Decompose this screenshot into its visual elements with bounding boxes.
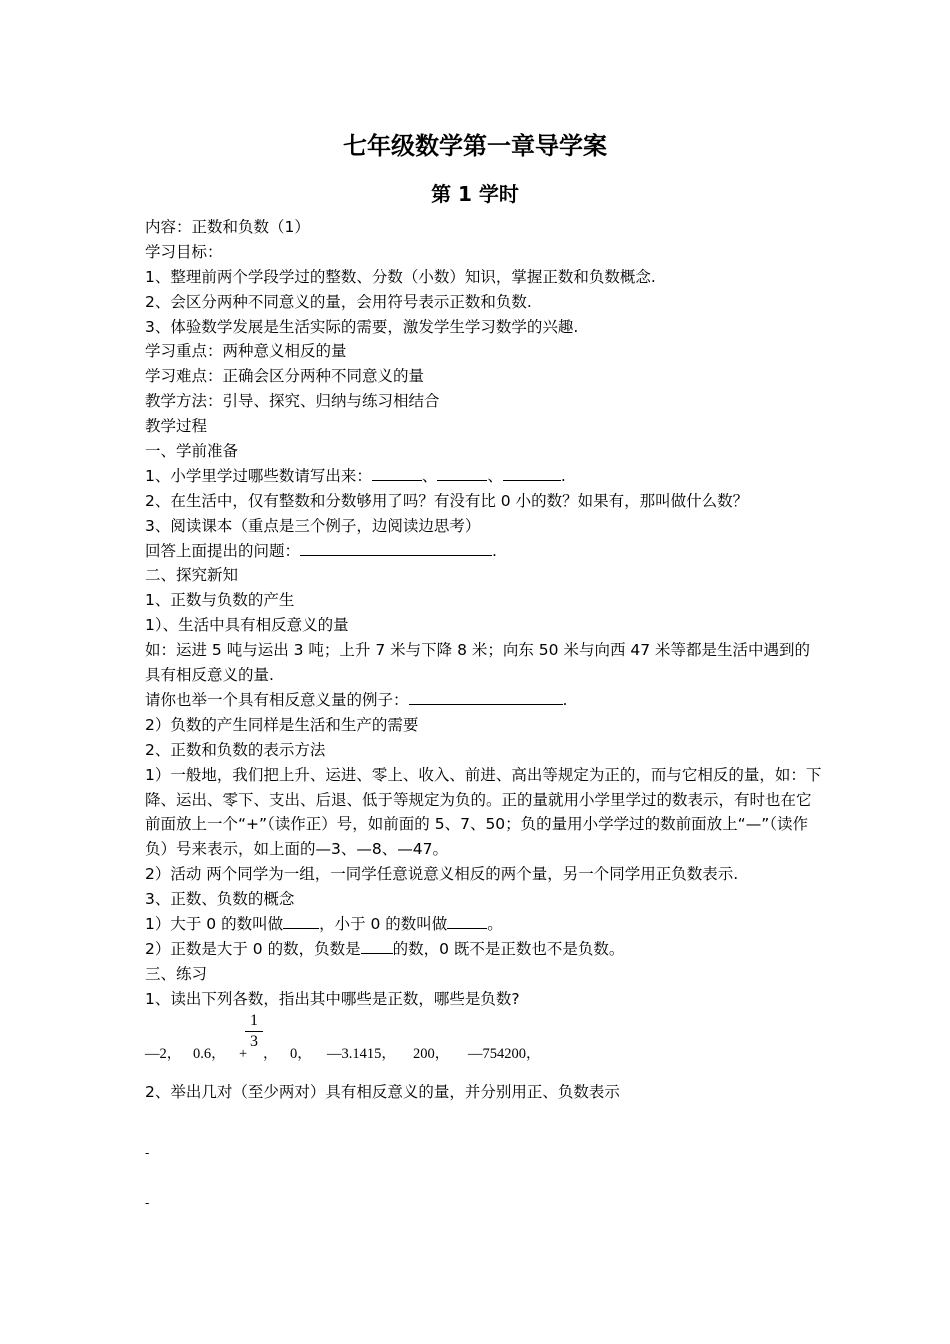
fraction-bar bbox=[245, 1031, 263, 1032]
number-item: —3.1415， bbox=[327, 1045, 396, 1062]
section-1-question-3: 3、阅读课本（重点是三个例子，边阅读边思考） bbox=[145, 516, 481, 535]
fraction-denominator: 3 bbox=[250, 1032, 258, 1050]
section-1-question-2: 2、在生活中，仅有整数和分数够用了吗？有没有比 0 小的数？如果有，那叫做什么数？ bbox=[145, 491, 749, 510]
text-part: ，小于 0 的数叫做 bbox=[319, 915, 448, 934]
document-title: 七年级数学第一章导学案 bbox=[343, 132, 607, 160]
content-line: 内容：正数和负数（1） bbox=[145, 218, 310, 236]
section-2-example: 如：运进 5 吨与运出 3 吨；上升 7 米与下降 8 米；向东 50 米与向西 47 米等都是生活中遇到的具有相反意义的量. bbox=[145, 641, 811, 685]
answer-blank[interactable] bbox=[437, 465, 487, 481]
line-end: . bbox=[492, 541, 497, 560]
text-part: 2）正数是大于 0 的数，负数是 bbox=[145, 939, 361, 958]
section-3-question-1: 1、读出下列各数，指出其中哪些是正数，哪些是负数? bbox=[145, 989, 520, 1008]
number-item: —2， bbox=[145, 1045, 182, 1062]
section-2-2-2: 2）活动 两个同学为一组，一同学任意说意义相反的两个量，另一个同学用正负数表示. bbox=[145, 865, 739, 884]
section-2-ask bbox=[145, 688, 825, 713]
line-end: . bbox=[560, 466, 566, 485]
number-list bbox=[145, 1012, 825, 1068]
section-2-1-2: 2）负数的产生同样是生活和生产的需要 bbox=[145, 715, 419, 734]
question-text: 1、小学里学过哪些数请写出来： bbox=[145, 466, 372, 485]
section-3-question-2: 2、举出几对（至少两对）具有相反意义的量，并分别用正、负数表示 bbox=[145, 1082, 620, 1101]
section-3-heading: 三、练习 bbox=[145, 964, 208, 983]
section-1-answer bbox=[145, 539, 825, 564]
fraction-numerator: 1 bbox=[250, 1011, 258, 1029]
section-2-2-1: 1）一般地，我们把上升、运进、零上、收入、前进、高出等规定为正的，而与它相反的量，如：下降、运出、零下、支出、后退、低于等规定为负的。正的量就用小学里学过的数表示，有时也在它前面放上一个“+”（读作正）号，如前面的 5、7、50；负的量用小学学过的数前面放上“—”（读作负）号来表示，如上面的—3、—8、—47。 bbox=[145, 765, 822, 859]
number-item: 0.6， bbox=[193, 1045, 226, 1062]
number-sign: + bbox=[239, 1045, 248, 1062]
separator: 、 bbox=[421, 466, 438, 485]
goal-2: 2、会区分两种不同意义的量，会用符号表示正数和负数. bbox=[145, 292, 532, 311]
answer-blank[interactable] bbox=[300, 540, 492, 556]
difficulty: 学习难点：正确会区分两种不同意义的量 bbox=[145, 367, 425, 386]
fraction-one-third bbox=[245, 1012, 263, 1051]
section-2-2: 2、正数和负数的表示方法 bbox=[145, 740, 326, 759]
number-item: 200， bbox=[413, 1045, 450, 1062]
document-body bbox=[145, 215, 825, 1104]
section-2-3-1 bbox=[145, 912, 825, 937]
ask-prompt: 请你也举一个具有相反意义量的例子： bbox=[145, 690, 409, 709]
section-1-question-1 bbox=[145, 464, 825, 489]
text-part: 。 bbox=[487, 915, 503, 934]
section-2-1: 1、正数与负数的产生 bbox=[145, 591, 295, 610]
key-point: 学习重点：两种意义相反的量 bbox=[145, 342, 347, 361]
answer-blank[interactable] bbox=[503, 465, 561, 481]
trailing-mark: - bbox=[145, 1146, 150, 1160]
process-heading: 教学过程 bbox=[145, 417, 208, 436]
trailing-mark: - bbox=[145, 1196, 150, 1210]
section-2-1-1: 1）、生活中具有相反意义的量 bbox=[145, 616, 349, 635]
teaching-method: 教学方法：引导、探究、归纳与练习相结合 bbox=[145, 392, 440, 411]
goal-1: 1、整理前两个学段学过的整数、分数（小数）知识，掌握正数和负数概念. bbox=[145, 267, 656, 286]
section-2-3-2 bbox=[145, 937, 825, 962]
answer-blank[interactable] bbox=[372, 465, 422, 481]
goal-3: 3、体验数学发展是生活实际的需要，激发学生学习数学的兴趣. bbox=[145, 317, 579, 336]
number-item: —754200， bbox=[468, 1045, 541, 1062]
text-part: 的数，0 既不是正数也不是负数。 bbox=[392, 939, 625, 958]
answer-blank[interactable] bbox=[361, 938, 393, 954]
answer-blank[interactable] bbox=[409, 689, 563, 705]
number-item: ， bbox=[263, 1045, 278, 1062]
section-2-3: 3、正数、负数的概念 bbox=[145, 890, 295, 909]
section-2-heading: 二、探究新知 bbox=[145, 566, 239, 585]
goals-heading: 学习目标： bbox=[145, 242, 223, 261]
separator: 、 bbox=[487, 466, 503, 485]
section-1-heading: 一、学前准备 bbox=[145, 442, 239, 461]
lesson-subtitle: 第 1 学时 bbox=[431, 182, 519, 206]
text-part: 1）大于 0 的数叫做 bbox=[145, 915, 284, 934]
answer-blank[interactable] bbox=[447, 913, 487, 929]
line-end: . bbox=[562, 690, 568, 709]
answer-prompt: 回答上面提出的问题： bbox=[145, 541, 301, 560]
answer-blank[interactable] bbox=[283, 913, 319, 929]
number-item: 0， bbox=[290, 1045, 312, 1062]
